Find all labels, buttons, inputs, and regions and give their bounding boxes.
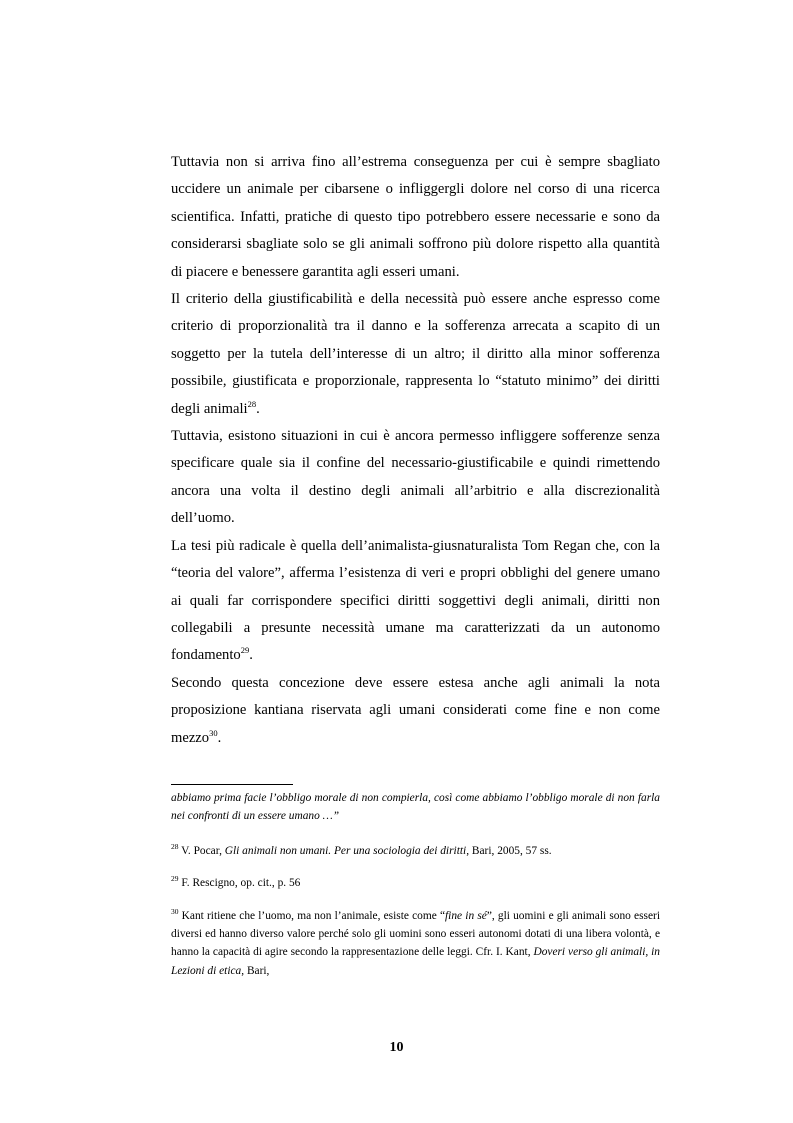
footnote-30-italic-b: Doveri verso gli animali, in Lezioni di etica [171,946,660,977]
footnote-continuation: abbiamo prima facie l’obbligo morale di non compierla, così come abbiamo l’obbligo morale di non farla nei confronti di un essere umano …” [171,792,660,823]
footnote-ref-28[interactable]: 28 [247,398,257,409]
paragraph-3: Tuttavia, esistono situazioni in cui è ancora permesso infliggere sofferenze senza specificare quale sia il confine del necessario-giustificabile e quindi rimettendo ancora una volta il destino degli animali all’arbitrio e alla discrezionalità dell’uomo. [171,428,660,527]
footnote-29 [171,874,660,892]
footnote-number-29: 29 [171,874,179,884]
paragraph-4-end: . [249,647,253,664]
footnote-28-rest: , Bari, 2005, 57 ss. [466,844,552,857]
footnote-28 [171,842,660,860]
footnote-30-text-c: , Bari, [241,964,270,977]
paragraph-5-text: Secondo questa concezione deve essere estesa anche agli animali la nota proposizione kantiana riservata agli umani considerati come fine e non come mezzo [171,674,660,746]
body-text [171,149,660,752]
page-number: 10 [389,1040,404,1055]
footnote-ref-30[interactable]: 30 [209,727,218,738]
paragraph-1: Tuttavia non si arriva fino all’estrema conseguenza per cui è sempre sbagliato uccidere un animale per cibarsene o infliggergli dolore nel corso di una ricerca scientifica. Infatti, pratiche di questo tipo potrebbero essere necessarie e sono da considerarsi sbagliate solo se gli animali soffrono più dolore rispetto alla quantità di piacere e benessere garantita agli esseri umani. [171,154,660,280]
footnote-number-30: 30 [171,906,179,916]
footnotes [171,789,660,994]
paragraph-2-text: Il criterio della giustificabilità e della necessità può essere anche espresso come criterio di proporzionalità tra il danno e la sofferenza arrecata a scapito di un soggetto per la tutela dell’interesse di un altro; il diritto alla minor sofferenza possibile, giustificata e proporzionale, rappresenta lo “statuto minimo” dei diritti degli animali [171,291,660,417]
footnote-30-text-b: ”, gli uomini e gli animali sono esseri diversi ed hanno diverso valore perché solo gli uomini sono esseri autonomi dotati di una libera volontà, e hanno la capacità di agire secondo la rappresentazione delle leggi. Cfr. I. Kant, [171,909,660,959]
footnote-28-title: Gli animali non umani. Per una sociologia dei diritti [224,844,467,857]
footnote-29-text: F. Rescigno, op. cit., p. 56 [178,877,301,890]
paragraph-5-end: . [217,729,222,746]
paragraph-4-text: La tesi più radicale è quella dell’animalista-giusnaturalista Tom Regan che, con la “teoria del valore”, afferma l’esistenza di veri e propri obblighi del genere umano ai quali far corrispondere specifici diritti soggettivi degli animali, diritti non collegabili a presunte necessità umane ma caratterizzati da un autonomo fondamento [171,537,660,664]
footnote-30 [171,907,660,981]
paragraph-4 [171,533,660,670]
footnote-30-italic-a: fine in sé [445,909,487,922]
paragraph-2 [171,286,660,423]
paragraph-2-end: . [256,400,260,417]
footnote-ref-29[interactable]: 29 [240,645,250,656]
footnote-30-text-a: Kant ritiene che l’uomo, ma non l’animale, esiste come “ [178,909,446,922]
paragraph-5 [171,670,660,752]
footnote-number-28: 28 [171,842,179,852]
footnote-28-author: V. Pocar, [178,844,225,857]
footnote-separator [171,784,293,785]
